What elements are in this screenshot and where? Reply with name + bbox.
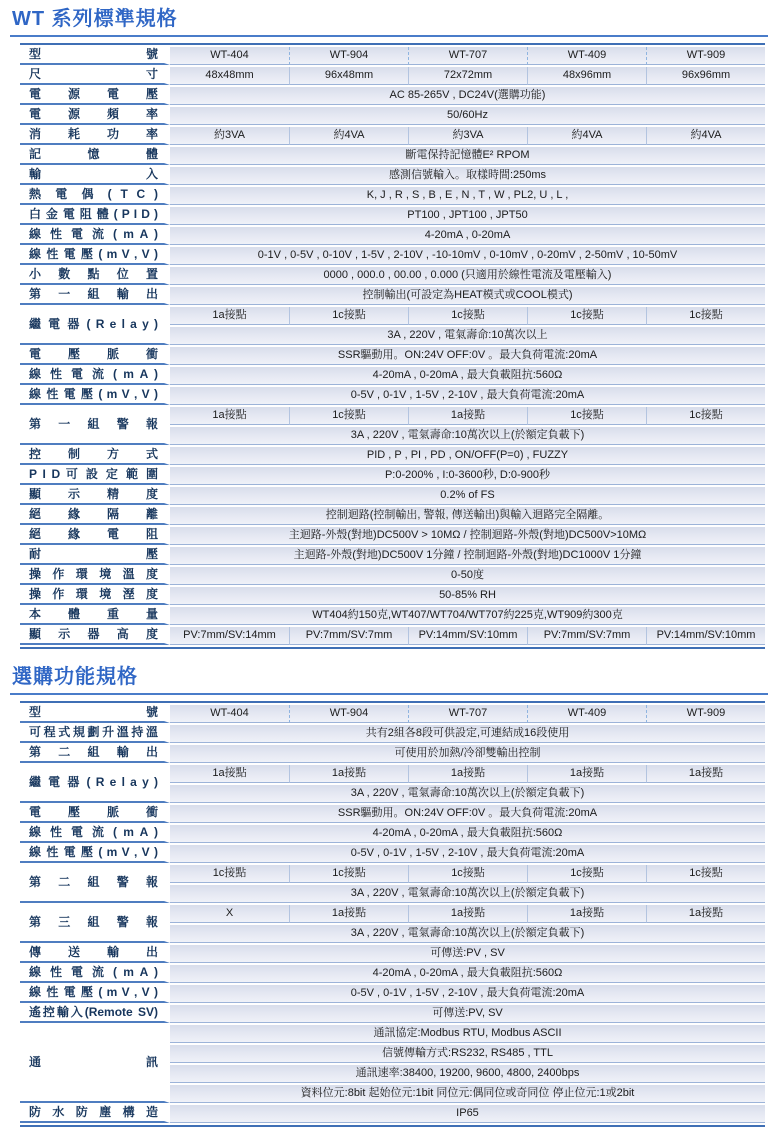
spec-row — [20, 945, 765, 963]
spec-value-cell: 3A , 220V , 電氣壽命:10萬次以上(於額定負載下) — [170, 885, 765, 903]
spec-row — [20, 147, 765, 165]
spec-value-cell: 4-20mA , 0-20mA , 最大負載阻抗:560Ω — [170, 965, 765, 983]
spec-value-cell: 控制輸出(可設定為HEAT模式或COOL模式) — [170, 287, 765, 305]
spec-value-cell: 可傳送:PV , SV — [170, 945, 765, 963]
spec-row — [20, 407, 765, 425]
spec-row-label: 繼 電 器 ( R e l a y ) — [20, 765, 170, 803]
spec-row — [20, 745, 765, 763]
spec-row-label: 第 二 組 輸 出 — [20, 745, 170, 763]
spec-value-cell: WT-404 — [170, 705, 289, 723]
spec-row-label: 線 性 電 壓 ( m V , V ) — [20, 845, 170, 863]
spec-row — [20, 467, 765, 485]
spec-row-label: 線 性 電 壓 ( m V , V ) — [20, 247, 170, 265]
spec-value-cell: 約3VA — [408, 127, 527, 145]
spec-value-cell: 4-20mA , 0-20mA , 最大負載阻抗:560Ω — [170, 825, 765, 843]
spec-row — [20, 965, 765, 983]
spec-value-cell: K, J , R , S , B , E , N , T , W , PL2, U , L , — [170, 187, 765, 205]
spec-row-label: 線 性 電 壓 ( m V , V ) — [20, 387, 170, 405]
spec-row — [20, 127, 765, 145]
spec-value-cell: 48x96mm — [527, 67, 646, 85]
standard-spec-title: WT 系列標準規格 — [12, 8, 178, 30]
spec-value-cell: 1a接點 — [646, 765, 765, 783]
standard-spec-table — [20, 45, 765, 647]
spec-value-cell: 1a接點 — [170, 407, 289, 425]
spec-row — [20, 247, 765, 265]
title-rule — [10, 693, 768, 695]
spec-row — [20, 87, 765, 105]
spec-value-cell: 1c接點 — [646, 407, 765, 425]
spec-row — [20, 705, 765, 723]
spec-value-cell: PV:7mm/SV:7mm — [527, 627, 646, 645]
spec-value-cell: 72x72mm — [408, 67, 527, 85]
spec-value-cell: 1c接點 — [170, 865, 289, 883]
spec-value-cell: WT-707 — [408, 705, 527, 723]
spec-value-cell: 約3VA — [170, 127, 289, 145]
spec-row-label: 控 制 方 式 — [20, 447, 170, 465]
spec-row — [20, 387, 765, 405]
spec-row-label: 顯 示 器 高 度 — [20, 627, 170, 645]
optional-spec-table — [20, 703, 765, 1125]
spec-row-label: 線 性 電 流 ( m A ) — [20, 825, 170, 843]
spec-row-label: 線 性 電 壓 ( m V , V ) — [20, 985, 170, 1003]
spec-row-label: 型 號 — [20, 705, 170, 723]
spec-row-label: 熱 電 偶 ( T C ) — [20, 187, 170, 205]
spec-value-cell: 1c接點 — [527, 407, 646, 425]
spec-value-cell: 3A , 220V , 電氣壽命:10萬次以上(於額定負載下) — [170, 427, 765, 445]
spec-row-label: 輸 入 — [20, 167, 170, 185]
spec-value-cell: WT-707 — [408, 47, 527, 65]
spec-value-cell: 1c接點 — [646, 307, 765, 325]
spec-value-cell: 1a接點 — [289, 765, 408, 783]
spec-value-cell: 感測信號輸入。取樣時間:250ms — [170, 167, 765, 185]
spec-row-label: 電 源 電 壓 — [20, 87, 170, 105]
spec-value-cell: 96x96mm — [646, 67, 765, 85]
spec-row-label: 顯 示 精 度 — [20, 487, 170, 505]
spec-value-cell: 1c接點 — [646, 865, 765, 883]
spec-value-cell: 共有2組各8段可供設定,可連結成16段使用 — [170, 725, 765, 743]
spec-value-cell: 0.2% of FS — [170, 487, 765, 505]
spec-value-cell: WT-404 — [170, 47, 289, 65]
spec-value-cell: WT-409 — [527, 47, 646, 65]
optional-spec-rows — [20, 705, 765, 1123]
spec-value-cell: WT-909 — [646, 47, 765, 65]
spec-value-cell: 1c接點 — [527, 307, 646, 325]
standard-spec-section — [0, 7, 780, 649]
spec-value-cell: P:0-200% , I:0-3600秒, D:0-900秒 — [170, 467, 765, 485]
spec-row — [20, 547, 765, 565]
spec-row-label: 絕 緣 隔 離 — [20, 507, 170, 525]
spec-value-cell: 1c接點 — [408, 307, 527, 325]
spec-value-cell: 1c接點 — [289, 307, 408, 325]
spec-value-cell: SSR驅動用。ON:24V OFF:0V 。最大負荷電流:20mA — [170, 805, 765, 823]
spec-row — [20, 805, 765, 823]
spec-row-label: 第 三 組 警 報 — [20, 905, 170, 943]
spec-row-label: 第 一 組 警 報 — [20, 407, 170, 445]
spec-row — [20, 487, 765, 505]
spec-value-cell: 0-50度 — [170, 567, 765, 585]
spec-value-cell: PT100 , JPT100 , JPT50 — [170, 207, 765, 225]
spec-value-cell: WT-904 — [289, 705, 408, 723]
spec-row — [20, 167, 765, 185]
spec-row-label: 操 作 環 境 溼 度 — [20, 587, 170, 605]
spec-value-cell: X — [170, 905, 289, 923]
spec-value-cell: PV:14mm/SV:10mm — [646, 627, 765, 645]
spec-value-cell: 通訊速率:38400, 19200, 9600, 4800, 2400bps — [170, 1065, 765, 1083]
spec-value-cell: 50-85% RH — [170, 587, 765, 605]
spec-row-label: P I D 可 設 定 範 圍 — [20, 467, 170, 485]
spec-value-cell: 0-5V , 0-1V , 1-5V , 2-10V , 最大負荷電流:20mA — [170, 985, 765, 1003]
spec-value-cell: 斷電保持記憶體E² RPOM — [170, 147, 765, 165]
spec-row — [20, 347, 765, 365]
spec-row-label: 第 一 組 輸 出 — [20, 287, 170, 305]
spec-value-cell: 4-20mA , 0-20mA , 最大負載阻抗:560Ω — [170, 367, 765, 385]
standard-spec-rows — [20, 47, 765, 645]
spec-row-label: 電 壓 脈 衝 — [20, 347, 170, 365]
spec-value-cell: 1c接點 — [289, 407, 408, 425]
spec-value-cell: 約4VA — [289, 127, 408, 145]
spec-value-cell: 1c接點 — [289, 865, 408, 883]
spec-row — [20, 527, 765, 545]
spec-value-cell: PV:14mm/SV:10mm — [408, 627, 527, 645]
spec-value-cell: 控制迴路(控制輸出, 警報, 傳送輸出)與輸入迴路完全隔離。 — [170, 507, 765, 525]
spec-value-cell: 48x48mm — [170, 67, 289, 85]
spec-value-cell: 1a接點 — [527, 905, 646, 923]
spec-value-cell: 1a接點 — [170, 765, 289, 783]
spec-value-cell: 3A , 220V , 電氣壽命:10萬次以上(於額定負載下) — [170, 925, 765, 943]
spec-row — [20, 47, 765, 65]
spec-row — [20, 845, 765, 863]
spec-value-cell: 1a接點 — [289, 905, 408, 923]
spec-row-label: 耐 壓 — [20, 547, 170, 565]
spec-row-label: 絕 緣 電 阻 — [20, 527, 170, 545]
spec-value-cell: 信號傳輸方式:RS232, RS485 , TTL — [170, 1045, 765, 1063]
spec-row — [20, 587, 765, 605]
spec-value-cell: 通訊協定:Modbus RTU, Modbus ASCII — [170, 1025, 765, 1043]
spec-value-cell: WT-904 — [289, 47, 408, 65]
spec-row-label: 本 體 重 量 — [20, 607, 170, 625]
spec-row-label: 線 性 電 流 ( m A ) — [20, 965, 170, 983]
spec-row — [20, 1105, 765, 1123]
spec-row — [20, 1005, 765, 1023]
spec-row-label: 型 號 — [20, 47, 170, 65]
spec-row-label: 電 源 頻 率 — [20, 107, 170, 125]
spec-value-cell: WT404約150克,WT407/WT704/WT707約225克,WT909約300克 — [170, 607, 765, 625]
spec-row-label: 遙控輸入(Remote SV) — [20, 1005, 170, 1023]
standard-spec-table-wrap — [20, 43, 765, 649]
spec-row — [20, 67, 765, 85]
spec-value-cell: 1a接點 — [527, 765, 646, 783]
spec-row — [20, 725, 765, 743]
spec-value-cell: AC 85-265V , DC24V(選購功能) — [170, 87, 765, 105]
spec-row — [20, 267, 765, 285]
spec-value-cell: 可使用於加熱/冷卻雙輸出控制 — [170, 745, 765, 763]
spec-value-cell: 1a接點 — [170, 307, 289, 325]
spec-value-cell: 可傳送:PV, SV — [170, 1005, 765, 1023]
spec-row — [20, 627, 765, 645]
spec-value-cell: 0-5V , 0-1V , 1-5V , 2-10V , 最大負荷電流:20mA — [170, 387, 765, 405]
spec-value-cell: WT-409 — [527, 705, 646, 723]
spec-row-label: 記 憶 體 — [20, 147, 170, 165]
spec-row-label: 小 數 點 位 置 — [20, 267, 170, 285]
spec-value-cell: PV:7mm/SV:14mm — [170, 627, 289, 645]
optional-spec-table-wrap — [20, 701, 765, 1127]
spec-row-label: 可程式規劃升溫持溫 — [20, 725, 170, 743]
spec-row-label: 線 性 電 流 ( m A ) — [20, 367, 170, 385]
title-rule — [10, 35, 768, 37]
spec-value-cell: 50/60Hz — [170, 107, 765, 125]
spec-value-cell: 96x48mm — [289, 67, 408, 85]
optional-spec-title: 選購功能規格 — [12, 666, 138, 688]
spec-value-cell: 主迴路-外殼(對地)DC500V 1分鐘 / 控制迴路-外殼(對地)DC1000V 1分鐘 — [170, 547, 765, 565]
spec-value-cell: 1c接點 — [408, 865, 527, 883]
optional-spec-section — [0, 665, 780, 1127]
spec-value-cell: 0-1V , 0-5V , 0-10V , 1-5V , 2-10V , -10-10mV , 0-10mV , 0-20mV , 2-50mV , 10-50mV — [170, 247, 765, 265]
spec-row-label: 防 水 防 塵 構 造 — [20, 1105, 170, 1123]
spec-row-label: 電 壓 脈 衝 — [20, 805, 170, 823]
spec-row — [20, 447, 765, 465]
spec-row — [20, 507, 765, 525]
spec-value-cell: 3A , 220V , 電氣壽命:10萬次以上(於額定負載下) — [170, 785, 765, 803]
spec-row — [20, 307, 765, 325]
spec-value-cell: 3A , 220V , 電氣壽命:10萬次以上 — [170, 327, 765, 345]
spec-row — [20, 227, 765, 245]
spec-row — [20, 187, 765, 205]
spec-value-cell: 1a接點 — [408, 407, 527, 425]
spec-value-cell: SSR驅動用。ON:24V OFF:0V 。最大負荷電流:20mA — [170, 347, 765, 365]
spec-row — [20, 607, 765, 625]
spec-value-cell: 1c接點 — [527, 865, 646, 883]
spec-row — [20, 567, 765, 585]
spec-row — [20, 1025, 765, 1043]
spec-row — [20, 905, 765, 923]
spec-row — [20, 107, 765, 125]
spec-value-cell: 1a接點 — [646, 905, 765, 923]
spec-value-cell: PID , P , PI , PD , ON/OFF(P=0) , FUZZY — [170, 447, 765, 465]
spec-row — [20, 367, 765, 385]
spec-row — [20, 825, 765, 843]
spec-value-cell: 0-5V , 0-1V , 1-5V , 2-10V , 最大負荷電流:20mA — [170, 845, 765, 863]
spec-value-cell: PV:7mm/SV:7mm — [289, 627, 408, 645]
spec-value-cell: 1a接點 — [408, 905, 527, 923]
spec-row-label: 通 訊 — [20, 1025, 170, 1103]
spec-value-cell: 約4VA — [646, 127, 765, 145]
spec-value-cell: 0000 , 000.0 , 00.00 , 0.000 (只適用於線性電流及電壓輸入) — [170, 267, 765, 285]
spec-row-label: 操 作 環 境 溫 度 — [20, 567, 170, 585]
spec-row-label: 線 性 電 流 ( m A ) — [20, 227, 170, 245]
spec-row-label: 消 耗 功 率 — [20, 127, 170, 145]
spec-value-cell: 資料位元:8bit 起始位元:1bit 同位元:偶同位或奇同位 停止位元:1或2bit — [170, 1085, 765, 1103]
spec-value-cell: 約4VA — [527, 127, 646, 145]
spec-row-label: 繼 電 器 ( R e l a y ) — [20, 307, 170, 345]
spec-row — [20, 207, 765, 225]
spec-value-cell: 4-20mA , 0-20mA — [170, 227, 765, 245]
spec-value-cell: 1a接點 — [408, 765, 527, 783]
spec-row — [20, 985, 765, 1003]
spec-row-label: 第 二 組 警 報 — [20, 865, 170, 903]
spec-row — [20, 287, 765, 305]
spec-row-label: 尺 寸 — [20, 67, 170, 85]
spec-row-label: 傳 送 輸 出 — [20, 945, 170, 963]
spec-value-cell: IP65 — [170, 1105, 765, 1123]
spec-value-cell: 主迴路-外殼(對地)DC500V > 10MΩ / 控制迴路-外殼(對地)DC500V>10MΩ — [170, 527, 765, 545]
spec-value-cell: WT-909 — [646, 705, 765, 723]
spec-row — [20, 765, 765, 783]
spec-row — [20, 865, 765, 883]
spec-row-label: 白 金 電 阻 體 ( P I D ) — [20, 207, 170, 225]
